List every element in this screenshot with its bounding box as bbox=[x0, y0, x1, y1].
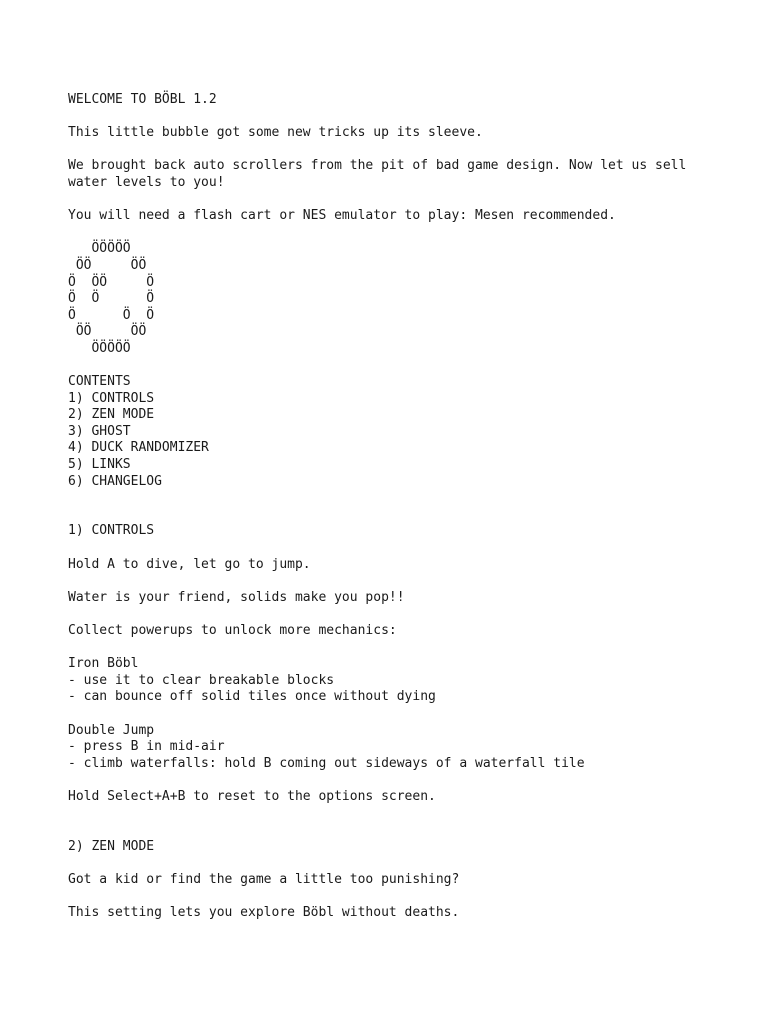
document-body bbox=[68, 92, 748, 922]
contents-item-changelog: 6) CHANGELOG bbox=[68, 473, 162, 489]
blank-line bbox=[68, 573, 748, 590]
powerup-title-iron-bobl: Iron Böbl bbox=[68, 656, 139, 672]
blank-line bbox=[68, 806, 748, 823]
intro-line: We brought back auto scrollers from the pit of bad game design. Now let us sell bbox=[68, 158, 687, 174]
ascii-art-line: ÖÖ ÖÖ bbox=[68, 257, 147, 273]
zen-mode-section bbox=[68, 839, 748, 922]
section-heading-zen-mode: 2) ZEN MODE bbox=[68, 838, 155, 854]
contents-item-duck-randomizer: 4) DUCK RANDOMIZER bbox=[68, 440, 209, 456]
powerup-title-double-jump: Double Jump bbox=[68, 722, 155, 738]
intro-line: You will need a flash cart or NES emulator to play: Mesen recommended. bbox=[68, 208, 616, 224]
contents-item-ghost: 3) GHOST bbox=[68, 423, 131, 439]
powerup-detail: - climb waterfalls: hold B coming out sideways of a waterfall tile bbox=[68, 755, 585, 771]
ascii-art-line: Ö ÖÖ Ö bbox=[68, 274, 155, 290]
contents-item-controls: 1) CONTROLS bbox=[68, 390, 155, 406]
controls-line: Hold Select+A+B to reset to the options screen. bbox=[68, 788, 436, 804]
section-heading-controls: 1) CONTROLS bbox=[68, 523, 155, 539]
contents-heading: CONTENTS bbox=[68, 374, 131, 390]
powerup-detail: - press B in mid-air bbox=[68, 739, 225, 755]
blank-line bbox=[68, 490, 748, 507]
intro-line: water levels to you! bbox=[68, 174, 225, 190]
blank-line bbox=[68, 706, 748, 723]
controls-line: Hold A to dive, let go to jump. bbox=[68, 556, 311, 572]
blank-line bbox=[68, 109, 748, 126]
blank-line bbox=[68, 822, 748, 839]
blank-line bbox=[68, 772, 748, 789]
blank-line bbox=[68, 358, 748, 375]
intro-line: This little bubble got some new tricks up its sleeve. bbox=[68, 125, 483, 141]
contents-item-zen-mode: 2) ZEN MODE bbox=[68, 407, 155, 423]
contents-section bbox=[68, 374, 748, 490]
powerup-detail: - use it to clear breakable blocks bbox=[68, 672, 335, 688]
controls-line: Collect powerups to unlock more mechanics: bbox=[68, 623, 397, 638]
ascii-art-line: ÖÖÖÖÖ bbox=[68, 241, 131, 257]
blank-line bbox=[68, 142, 748, 159]
ascii-art-line: Ö Ö Ö bbox=[68, 307, 155, 323]
blank-line bbox=[68, 640, 748, 657]
contents-item-links: 5) LINKS bbox=[68, 457, 131, 473]
blank-line bbox=[68, 540, 748, 557]
ascii-art-line: Ö Ö Ö bbox=[68, 291, 155, 307]
controls-line: Water is your friend, solids make you pop!! bbox=[68, 589, 405, 605]
ascii-art-line: ÖÖ ÖÖ bbox=[68, 324, 147, 340]
blank-line bbox=[68, 507, 748, 524]
blank-line bbox=[68, 855, 748, 872]
zen-mode-line: Got a kid or find the game a little too punishing? bbox=[68, 871, 460, 887]
doc-title: WELCOME TO BÖBL 1.2 bbox=[68, 92, 217, 107]
ascii-bubble-art bbox=[68, 241, 748, 357]
blank-line bbox=[68, 606, 748, 623]
blank-line bbox=[68, 192, 748, 209]
blank-line bbox=[68, 889, 748, 906]
blank-line bbox=[68, 225, 748, 242]
ascii-art-line: ÖÖÖÖÖ bbox=[68, 340, 131, 356]
controls-section bbox=[68, 523, 748, 805]
powerup-detail: - can bounce off solid tiles once without dying bbox=[68, 689, 436, 705]
zen-mode-line: This setting lets you explore Böbl without deaths. bbox=[68, 905, 460, 921]
